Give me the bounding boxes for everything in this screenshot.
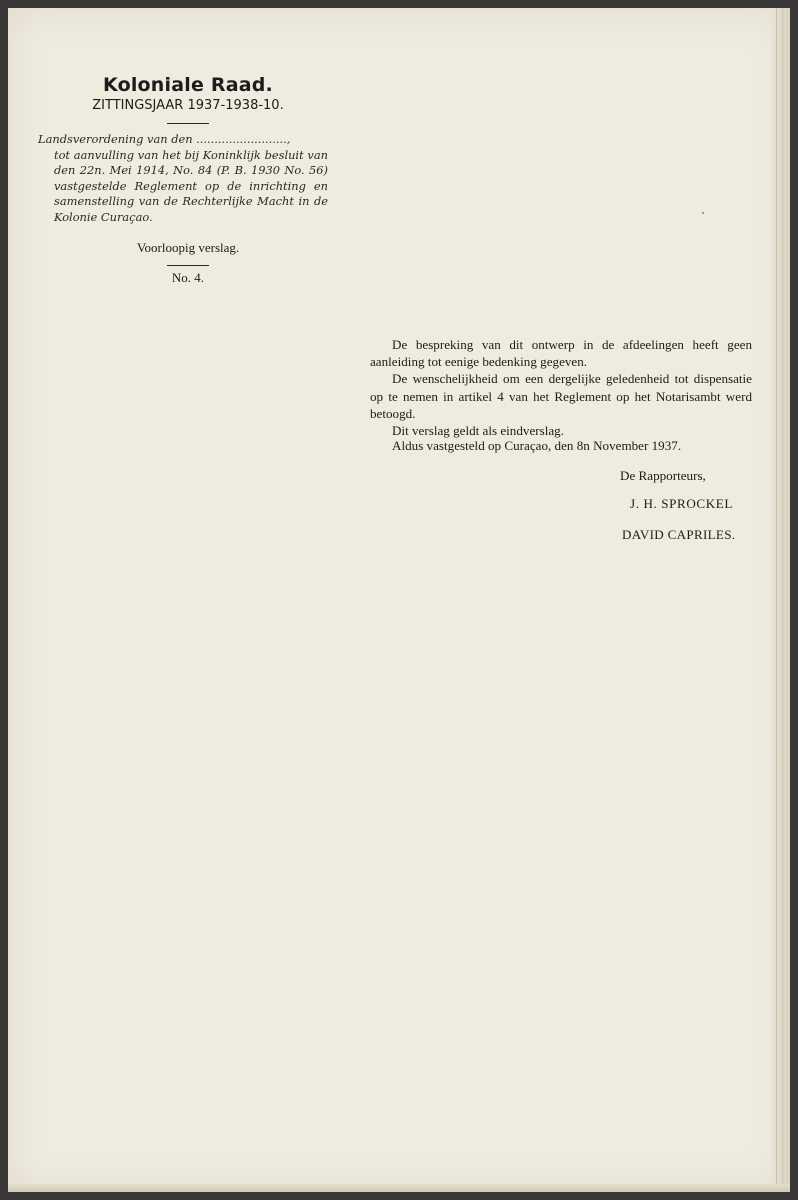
signatory-name: J. H. SPROCKEL [630, 496, 733, 511]
report-type: Voorloopig verslag. [136, 240, 240, 255]
body-paragraph: Dit verslag geldt als eindverslag. [392, 423, 564, 439]
divider [167, 123, 209, 124]
document-page [8, 8, 790, 1192]
rapporteurs-label: De Rapporteurs, [620, 468, 706, 483]
subject-description: tot aanvulling van het bij Koninklijk besluit van den 22n. Mei 1914, No. 84 (P. B. 1930 No. 56) vastgestelde Reglement op de inrichting en samenstelling van de Rechterlijke Macht in de Kolonie Curaçao. [54, 147, 328, 224]
report-number: No. 4. [171, 270, 205, 285]
divider [167, 265, 209, 266]
document-title: Koloniale Raad. [103, 74, 273, 96]
signatory-name: DAVID CAPRILES. [622, 527, 736, 542]
paper-speck [702, 212, 704, 214]
subject-first-line: Landsverordening van den ........................., [38, 132, 291, 146]
session-year: ZITTINGSJAAR 1937-1938-10. [92, 98, 284, 113]
body-paragraph: De bespreking van dit ontwerp in de afdeelingen heeft geen aanleiding tot eenige bedenking gegeven. [370, 337, 752, 370]
place-date: Aldus vastgesteld op Curaçao, den 8n November 1937. [392, 438, 682, 453]
page-edge [772, 8, 790, 1192]
report-info [38, 240, 338, 286]
body-paragraph: De wenschelijkheid om een dergelijke geledenheid tot dispensatie op te nemen in artikel 4 van het Reglement op het Notarisambt werd betoogd. [370, 371, 752, 421]
report-body [370, 336, 752, 439]
subject-text [38, 132, 328, 226]
page-bottom-edge [8, 1184, 790, 1192]
document-header [38, 74, 338, 124]
